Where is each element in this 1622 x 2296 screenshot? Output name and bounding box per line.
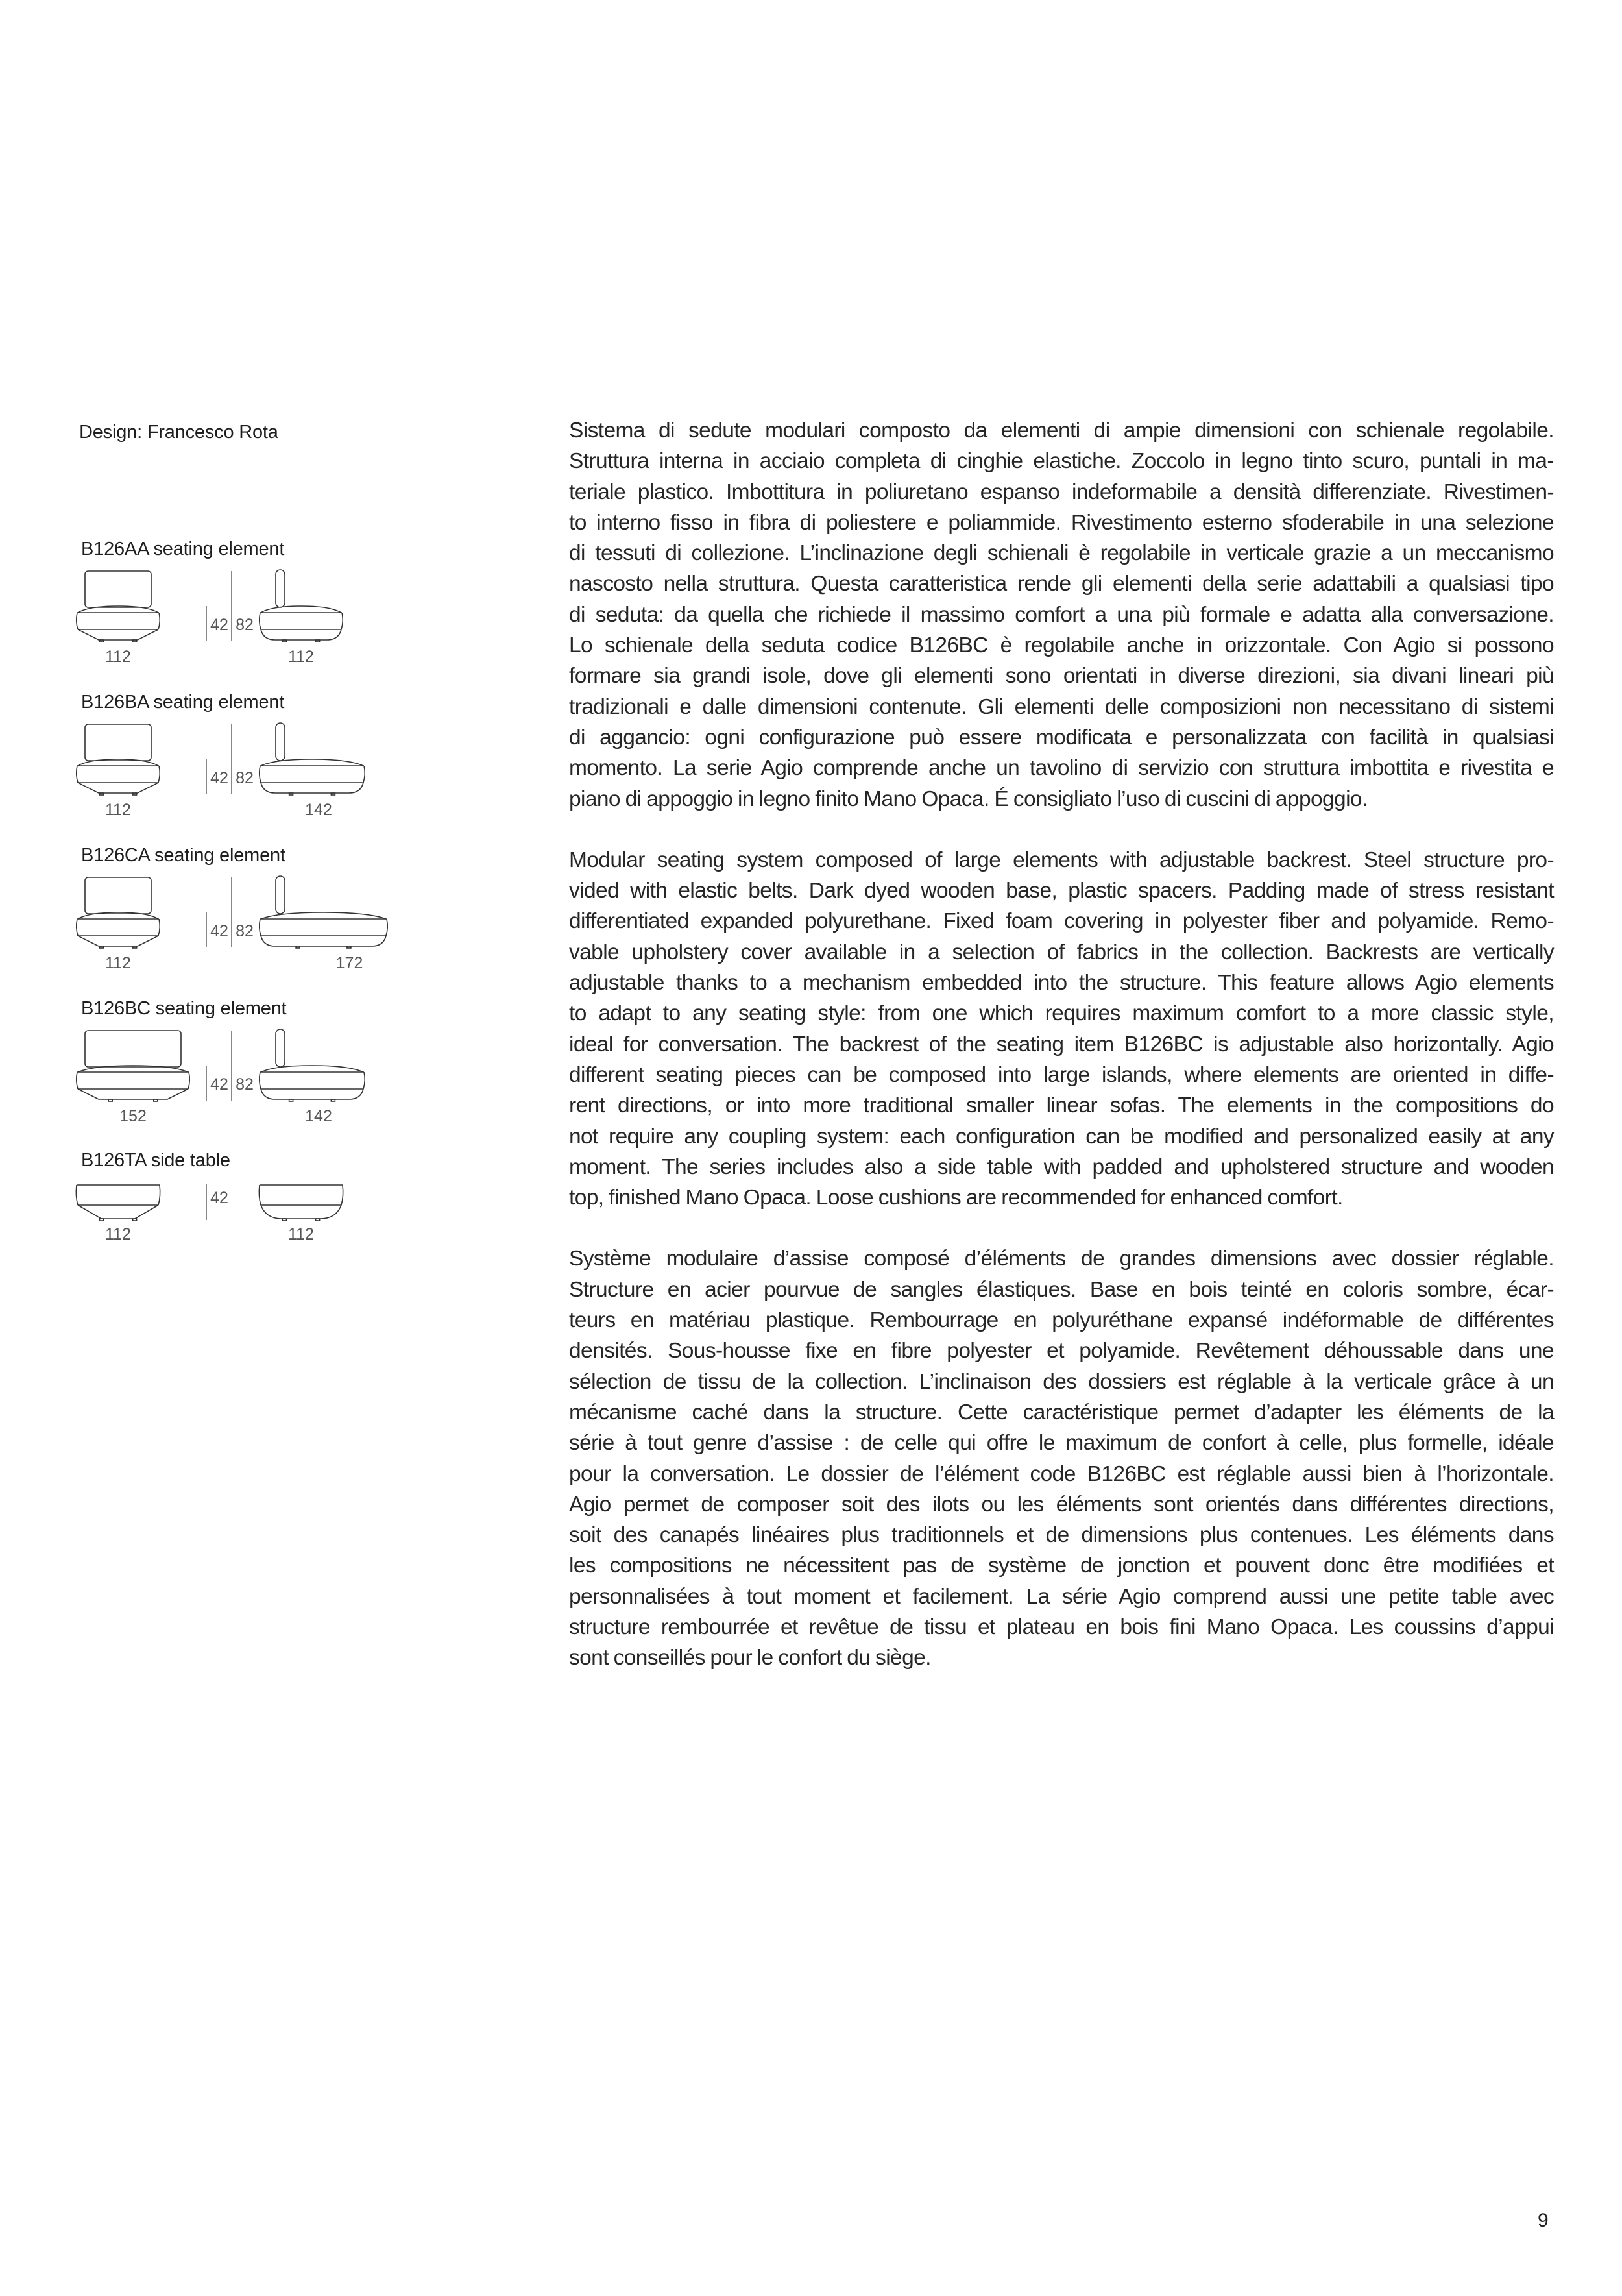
paragraph-line: sont conseillés pour le confort du siège. — [569, 1646, 931, 1670]
paragraph-line: mécanisme caché dans la structure. Cette caractéristique permet d’adapter les éléments de la — [569, 1400, 1554, 1424]
seat-height-label: 42 — [210, 1075, 228, 1093]
element-drawing — [0, 692, 519, 841]
paragraph-line: Sistema di sedute modulari composto da elementi di ampie dimensioni con schienale regolabile. — [569, 419, 1554, 443]
paragraph-line: Lo schienale della seduta codice B126BC è regolabile anche in orizzontale. Con Agio si possono — [569, 633, 1554, 658]
paragraph-line: vable upholstery cover available in a selection of fabrics in the collection. Backrests are vertically — [569, 940, 1554, 964]
paragraph-line: formare sia grandi isole, dove gli elementi sono orientati in diverse direzioni, sia divani lineari più — [569, 664, 1554, 689]
total-height-label: 82 — [236, 616, 254, 634]
seat-height-label: 42 — [210, 922, 228, 940]
paragraph-line: structure rembourrée et revêtue de tissu et plateau en bois fini Mano Opaca. Les coussins d’appui — [569, 1615, 1554, 1639]
paragraph-line: rent directions, or into more traditional smaller linear sofas. The elements in the compositions do — [569, 1093, 1554, 1118]
paragraph-line: teriale plastico. Imbottitura in poliuretano espanso indeformabile a densità differenziate. Rivestimen- — [569, 480, 1554, 504]
paragraph-line: tradizionali e dalle dimensioni contenute. Gli elementi delle composizioni non necessitano di sistemi — [569, 694, 1554, 719]
paragraph-line: momento. La serie Agio comprende anche un tavolino di servizio con struttura imbottita e rivestita e — [569, 756, 1554, 781]
element-drawing — [0, 998, 519, 1147]
paragraph-line: not require any coupling system: each configuration can be modified and personalized easily at any — [569, 1124, 1554, 1149]
front-width-label: 112 — [105, 801, 131, 819]
front-backrest — [85, 1031, 181, 1067]
side-view-seat — [260, 606, 343, 642]
paragraph-line: Struttura interna in acciaio completa di cinghie elastiche. Zoccolo in legno tinto scuro, puntali in ma- — [569, 449, 1554, 474]
paragraph-line: sélection de tissu de la collection. L’inclinaison des dossiers est réglable à la verticale grâce à un — [569, 1369, 1554, 1394]
paragraph-line: teurs en matériau plastique. Rembourrage en polyuréthane expansé indéformable de différentes — [569, 1308, 1554, 1333]
paragraph-italian — [569, 415, 1554, 814]
element-drawing — [0, 845, 519, 994]
paragraph-line: ideal for conversation. The backrest of the seating item B126BC is adjustable also horizontally. Agio — [569, 1032, 1554, 1056]
front-backrest — [85, 724, 151, 761]
side-view-seat — [260, 912, 388, 948]
front-view-seat — [77, 1066, 190, 1101]
paragraph-line: pour la conversation. Le dossier de l’élément code B126BC est réglable aussi bien à l’horizontale. — [569, 1461, 1554, 1486]
page-number: 9 — [1538, 2210, 1549, 2231]
element-title: B126BA seating element — [81, 692, 285, 713]
element-title: B126CA seating element — [81, 845, 285, 866]
front-view-seat — [77, 912, 160, 948]
paragraph-line: to interno fisso in fibra di poliestere e poliammide. Rivestimento esterno sfoderabile in una selezione — [569, 510, 1554, 535]
side-backrest — [276, 1029, 285, 1067]
side-backrest — [276, 570, 285, 607]
paragraph-line: di seduta: da quella che richiede il massimo comfort a una più formale e adatta alla conversazione. — [569, 602, 1554, 627]
side-width-label: 142 — [305, 801, 332, 819]
paragraph-line: vided with elastic belts. Dark dyed wooden base, plastic spacers. Padding made of stress resistant — [569, 879, 1554, 903]
total-height-label: 82 — [236, 1075, 254, 1093]
element-drawing — [0, 1150, 519, 1299]
paragraph-line: les compositions ne nécessitent pas de système de jonction et pouvent donc être modifiées et — [569, 1554, 1554, 1578]
seat-height-label: 42 — [210, 616, 228, 634]
side-width-label: 112 — [288, 648, 314, 666]
element-title: B126AA seating element — [81, 539, 285, 559]
paragraph-line: nascosto nella struttura. Questa caratteristica rende gli elementi della serie adattabili a qualsiasi tipo — [569, 572, 1554, 596]
paragraph-line: di tessuti di collezione. L’inclinazione degli schienali è regolabile in verticale grazie a un meccanismo — [569, 541, 1554, 566]
paragraph-line: densités. Sous-housse fixe en fibre polyester et polyamide. Revêtement déhoussable dans une — [569, 1339, 1554, 1363]
element-drawing — [0, 539, 519, 688]
side-width-label: 112 — [288, 1225, 314, 1243]
side-view-seat — [260, 759, 365, 795]
front-backrest — [85, 571, 151, 607]
paragraph-line: adjustable thanks to a mechanism embedded into the structure. This feature allows Agio elements — [569, 971, 1554, 995]
side-width-label: 172 — [335, 954, 363, 972]
description-column — [569, 415, 1554, 1704]
element-title: B126BC seating element — [81, 998, 287, 1019]
paragraph-line: personnalisées à tout moment et facilement. La série Agio comprend aussi une petite table avec — [569, 1584, 1554, 1609]
front-width-label: 112 — [105, 954, 131, 972]
element-title: B126TA side table — [81, 1150, 230, 1171]
front-view-table — [76, 1185, 160, 1221]
paragraph-line: série à tout genre d’assise : de celle qui offre le maximum de confort à celle, plus formelle, idéale — [569, 1431, 1554, 1456]
paragraph-line: moment. The series includes also a side table with padded and upholstered structure and wooden — [569, 1154, 1554, 1179]
paragraph-french — [569, 1243, 1554, 1673]
front-view-seat — [77, 606, 160, 642]
paragraph-line: to adapt to any seating style: from one which requires maximum comfort to a more classic style, — [569, 1001, 1554, 1026]
side-width-label: 142 — [305, 1107, 332, 1125]
paragraph-line: soit des canapés linéaires plus traditionnels et de dimensions plus contenues. Les éléments dans — [569, 1523, 1554, 1548]
total-height-label: 82 — [236, 769, 254, 787]
side-backrest — [276, 723, 285, 761]
table-height-label: 42 — [210, 1189, 228, 1207]
paragraph-line: top, finished Mano Opaca. Loose cushions are recommended for enhanced comfort. — [569, 1186, 1343, 1210]
paragraph-line: Structure en acier pourvue de sangles élastiques. Base en bois teinté en coloris sombre, écar- — [569, 1277, 1554, 1302]
paragraph-line: different seating pieces can be composed into large islands, where elements are oriented in diffe- — [569, 1062, 1554, 1087]
paragraph-line: di aggancio: ogni configurazione può essere modificata e personalizzata con facilità in qualsiasi — [569, 725, 1554, 750]
front-width-label: 152 — [119, 1107, 147, 1125]
designer-credit: Design: Francesco Rota — [79, 422, 278, 443]
paragraph-line: Système modulaire d’assise composé d’éléments de grandes dimensions avec dossier réglable. — [569, 1247, 1554, 1271]
paragraph-line: piano di appoggio in legno finito Mano Opaca. É consigliato l’uso di cuscini di appoggio. — [569, 787, 1368, 811]
seat-height-label: 42 — [210, 769, 228, 787]
total-height-label: 82 — [236, 922, 254, 940]
paragraph-line: Modular seating system composed of large elements with adjustable backrest. Steel structure pro- — [569, 848, 1554, 872]
paragraph-line: Agio permet de composer soit des ilots ou les éléments sont orientés dans différentes directions, — [569, 1492, 1554, 1517]
side-backrest — [276, 876, 285, 914]
front-width-label: 112 — [105, 1225, 131, 1243]
front-view-seat — [77, 759, 160, 795]
front-width-label: 112 — [105, 648, 131, 666]
side-view-table — [259, 1185, 343, 1221]
front-backrest — [85, 877, 151, 914]
paragraph-english — [569, 845, 1554, 1214]
paragraph-line: differentiated expanded polyurethane. Fixed foam covering in polyester fiber and polyamide. Remo- — [569, 909, 1554, 934]
side-view-seat — [260, 1066, 365, 1101]
